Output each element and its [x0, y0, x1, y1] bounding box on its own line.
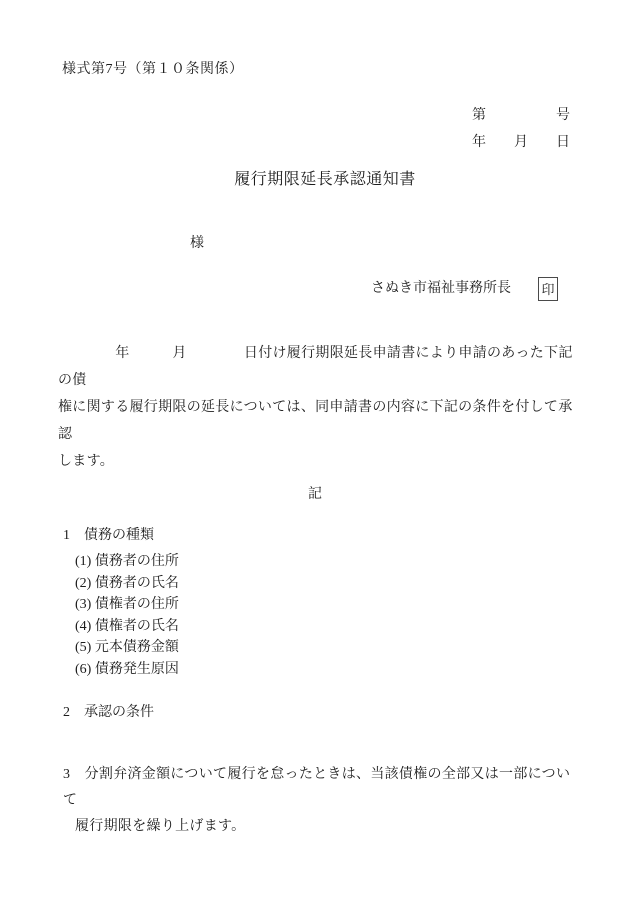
issuer-line [0, 276, 558, 302]
page-title: 履行期限延長承認通知書 [234, 171, 416, 188]
section-1-item: (3) 債権者の住所 [75, 597, 179, 612]
body-paragraph-line: します。 [58, 454, 115, 469]
date-line: 年 月 日 [472, 135, 570, 150]
section-1-item: (5) 元本債務金額 [75, 640, 179, 655]
section-2-heading: 2 承認の条件 [63, 705, 154, 720]
document-number-block [0, 102, 570, 156]
body-paragraph [58, 340, 580, 475]
section-3-line: 3 分割弁済金額について履行を怠ったときは、当該債権の全部又は一部について [63, 767, 571, 808]
seal-mark: 印 [538, 277, 558, 301]
section-3-text [63, 762, 582, 840]
record-marker: 記 [308, 487, 322, 502]
body-paragraph-line: 権に関する履行期限の延長については、同申請書の内容に下記の条件を付して承認 [58, 400, 573, 442]
section-1-heading: 1 債務の種類 [63, 528, 154, 543]
body-paragraph-line: 年 月 日付け履行期限延長申請書により申請のあった下記の債 [58, 346, 573, 388]
document-number-line: 第 号 [472, 108, 570, 123]
section-1-item: (2) 債務者の氏名 [75, 575, 179, 591]
addressee-honorific: 様 [190, 236, 204, 251]
section-1-items [75, 551, 630, 680]
section-1-item: (6) 債務発生原因 [75, 661, 179, 677]
issuer-name: さぬき市福祉事務所長 [371, 281, 511, 296]
form-number: 様式第7号（第１０条関係） [62, 62, 244, 77]
section-1-item: (4) 債権者の氏名 [75, 618, 179, 634]
section-1-item: (1) 債務者の住所 [75, 554, 179, 569]
section-3-line: 履行期限を繰り上げます。 [75, 819, 246, 834]
